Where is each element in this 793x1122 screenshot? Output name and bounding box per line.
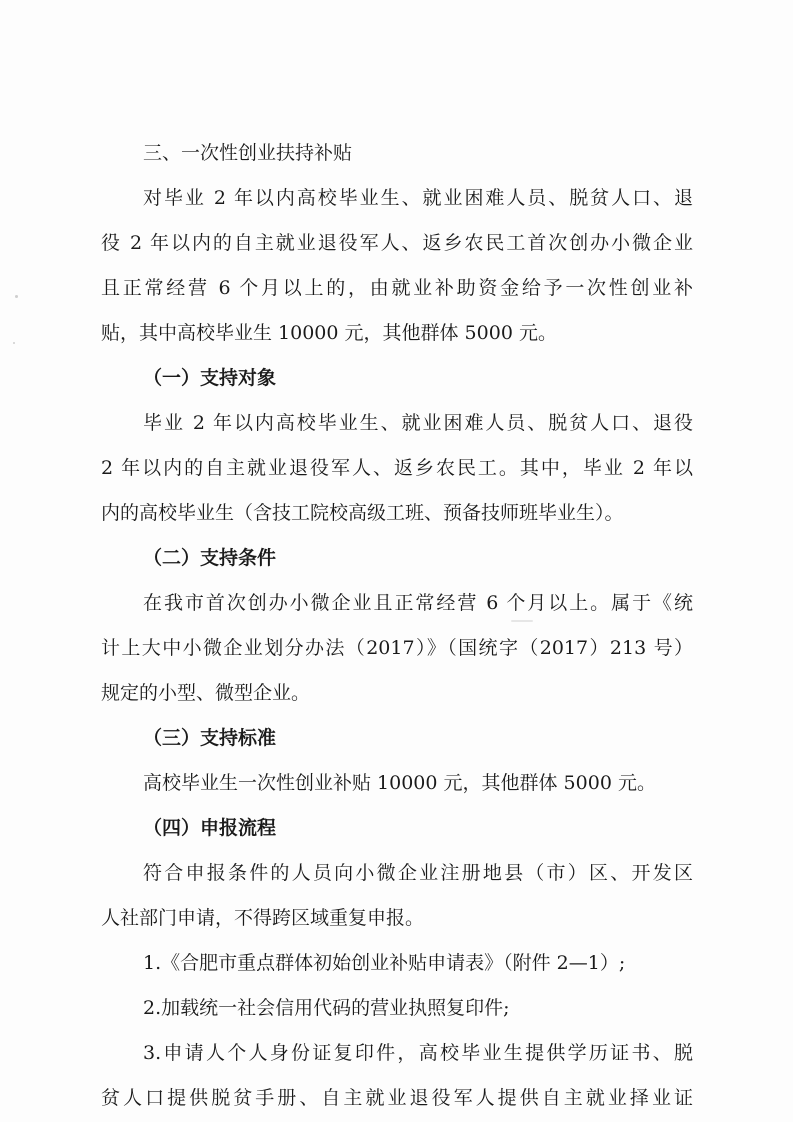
list-item: 3.申请人个人身份证复印件，高校毕业生提供学历证书、脱 bbox=[143, 1042, 693, 1064]
paragraph-line: 2 年以内的自主就业退役军人、返乡农民工。其中，毕业 2 年以 bbox=[101, 457, 693, 479]
list-item: 1.《合肥市重点群体初始创业补贴申请表》（附件 2—1）; bbox=[143, 952, 626, 974]
paragraph-line: 高校毕业生一次性创业补贴 10000 元，其他群体 5000 元。 bbox=[143, 772, 656, 794]
paragraph-line: 规定的小型、微型企业。 bbox=[101, 682, 311, 704]
subheading-support-target: （一）支持对象 bbox=[143, 367, 277, 389]
list-item: 2.加载统一社会信用代码的营业执照复印件; bbox=[143, 997, 510, 1019]
paragraph-line: 对毕业 2 年以内高校毕业生、就业困难人员、脱贫人口、退 bbox=[143, 187, 693, 209]
subheading-support-conditions: （二）支持条件 bbox=[143, 547, 277, 569]
paragraph-line: 人社部门申请，不得跨区域重复申报。 bbox=[101, 907, 425, 929]
paragraph-line: 内的高校毕业生（含技工院校高级工班、预备技师班毕业生）。 bbox=[101, 502, 624, 524]
paragraph-line: 毕业 2 年以内高校毕业生、就业困难人员、脱贫人口、退役 bbox=[143, 412, 693, 434]
paragraph-line: 符合申报条件的人员向小微企业注册地县（市）区、开发区 bbox=[143, 862, 693, 884]
subheading-application-process: （四）申报流程 bbox=[143, 817, 277, 839]
paragraph-line: 贴，其中高校毕业生 10000 元，其他群体 5000 元。 bbox=[101, 322, 557, 344]
paragraph-line: 计上大中小微企业划分办法（2017）》（国统字（2017）213 号） bbox=[101, 637, 693, 659]
paragraph-line: 且正常经营 6 个月以上的，由就业补助资金给予一次性创业补 bbox=[101, 277, 693, 299]
paragraph-line: 在我市首次创办小微企业且正常经营 6 个月以上。属于《统 bbox=[143, 592, 693, 614]
scan-speck bbox=[13, 342, 15, 344]
section-heading: 三、一次性创业扶持补贴 bbox=[143, 142, 353, 164]
paragraph-line: 役 2 年以内的自主就业退役军人、返乡农民工首次创办小微企业 bbox=[101, 232, 693, 254]
paragraph-line: 贫人口提供脱贫手册、自主就业退役军人提供自主就业择业证 bbox=[101, 1087, 693, 1109]
scan-speck bbox=[15, 295, 18, 298]
subheading-support-standard: （三）支持标准 bbox=[143, 727, 277, 749]
document-body bbox=[101, 131, 693, 1121]
